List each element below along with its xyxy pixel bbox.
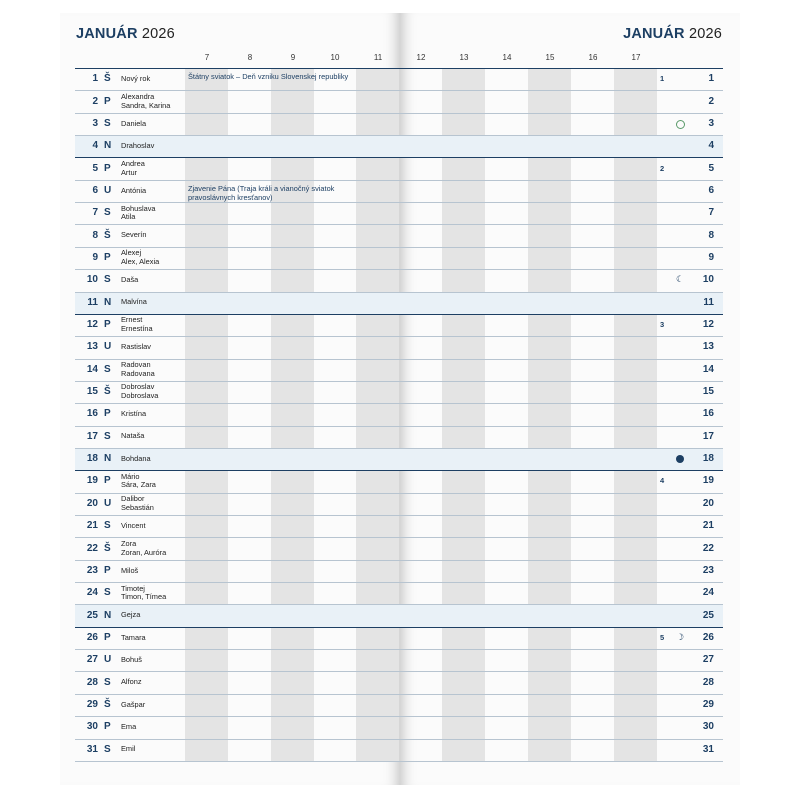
day-number: 20 bbox=[86, 497, 98, 509]
weekday-letter: Š bbox=[104, 73, 111, 85]
day-number: 25 bbox=[86, 609, 98, 621]
weekday-letter: U bbox=[104, 341, 112, 353]
day-number-right: 24 bbox=[702, 587, 714, 599]
day-number-right: 13 bbox=[702, 341, 714, 353]
day-number-right: 5 bbox=[708, 162, 714, 174]
nameday-label: Nataša bbox=[121, 431, 145, 441]
weekday-letter: S bbox=[104, 430, 111, 442]
nameday-label: Alexandra Sandra, Karina bbox=[121, 91, 171, 110]
day-number: 3 bbox=[92, 117, 98, 129]
weekday-letter: U bbox=[104, 654, 112, 666]
row-divider bbox=[75, 470, 723, 471]
weekday-letter: S bbox=[104, 117, 111, 129]
week-number: 4 bbox=[660, 476, 665, 486]
day-number: 22 bbox=[86, 542, 98, 554]
weekday-letter: P bbox=[104, 631, 111, 643]
day-number: 30 bbox=[86, 721, 98, 733]
day-number: 18 bbox=[86, 453, 98, 465]
day-number-right: 4 bbox=[708, 140, 714, 152]
day-number-right: 17 bbox=[702, 430, 714, 442]
day-number-right: 22 bbox=[702, 542, 714, 554]
nameday-label: Emil bbox=[121, 744, 136, 754]
sunday-row-band bbox=[75, 292, 723, 314]
row-divider bbox=[75, 739, 723, 740]
row-divider bbox=[75, 560, 723, 561]
row-divider bbox=[75, 604, 723, 605]
day-number-right: 27 bbox=[702, 654, 714, 666]
day-number: 6 bbox=[92, 184, 98, 196]
week-number: 5 bbox=[660, 632, 665, 642]
weekday-letter: P bbox=[104, 475, 111, 487]
day-number: 16 bbox=[86, 408, 98, 420]
day-number-right: 28 bbox=[702, 676, 714, 688]
weekday-letter: S bbox=[104, 207, 111, 219]
day-number: 21 bbox=[86, 520, 98, 532]
weekday-letter: Š bbox=[104, 542, 111, 554]
weekday-letter: P bbox=[104, 162, 111, 174]
weekday-letter: S bbox=[104, 676, 111, 688]
day-number-right: 29 bbox=[702, 698, 714, 710]
day-number-right: 15 bbox=[702, 386, 714, 398]
day-number-right: 1 bbox=[708, 73, 714, 85]
nameday-label: Dobroslav Dobroslava bbox=[121, 382, 159, 401]
nameday-label: Dalibor Sebastián bbox=[121, 494, 154, 512]
row-divider bbox=[75, 381, 723, 382]
hour-label: 11 bbox=[373, 53, 383, 62]
holiday-note: Štátny sviatok – Deň vzniku Slovenskej republiky bbox=[188, 72, 349, 81]
day-number-right: 19 bbox=[702, 475, 714, 487]
row-divider bbox=[75, 359, 723, 360]
hour-label: 13 bbox=[459, 53, 469, 62]
day-number: 10 bbox=[86, 274, 98, 286]
day-number: 31 bbox=[86, 743, 98, 755]
month-title-left bbox=[76, 26, 175, 42]
row-divider bbox=[75, 537, 723, 538]
hour-column-shade bbox=[356, 68, 399, 761]
nameday-label: Miloš bbox=[121, 565, 139, 575]
hour-column-shade bbox=[185, 68, 228, 761]
weekday-letter: Š bbox=[104, 229, 111, 241]
weekday-letter: P bbox=[104, 408, 111, 420]
row-divider bbox=[75, 426, 723, 427]
nameday-label: Malvína bbox=[121, 297, 147, 307]
day-number: 11 bbox=[87, 296, 98, 308]
weekday-letter: S bbox=[104, 587, 111, 599]
row-divider bbox=[75, 671, 723, 672]
day-number-right: 2 bbox=[708, 95, 714, 107]
row-divider bbox=[75, 627, 723, 628]
row-divider bbox=[75, 582, 723, 583]
nameday-label: Bohuš bbox=[121, 654, 142, 664]
weekday-letter: P bbox=[104, 95, 111, 107]
hour-label: 12 bbox=[416, 53, 426, 62]
month-year-right: 2026 bbox=[688, 26, 722, 42]
day-number-right: 16 bbox=[702, 408, 714, 420]
nameday-label: Radovan Radovana bbox=[121, 360, 155, 378]
day-number: 27 bbox=[86, 654, 98, 666]
weekday-letter: N bbox=[104, 609, 112, 621]
nameday-label: Daniela bbox=[121, 118, 147, 128]
weekday-letter: S bbox=[104, 743, 111, 755]
day-number-right: 9 bbox=[708, 251, 714, 263]
hour-label: 17 bbox=[631, 53, 641, 62]
day-number-right: 11 bbox=[703, 296, 714, 308]
weekday-letter: P bbox=[104, 721, 111, 733]
day-number-right: 3 bbox=[708, 117, 714, 129]
day-number: 12 bbox=[86, 319, 98, 331]
weekday-letter: N bbox=[104, 453, 112, 465]
day-number-right: 20 bbox=[702, 497, 714, 509]
nameday-label: Gašpar bbox=[121, 699, 146, 709]
day-number: 15 bbox=[86, 386, 98, 398]
row-divider bbox=[75, 135, 723, 136]
day-number-right: 18 bbox=[702, 453, 714, 465]
row-divider bbox=[75, 157, 723, 158]
nameday-label: Rastislav bbox=[121, 342, 151, 352]
row-divider bbox=[75, 716, 723, 717]
weekday-letter: S bbox=[104, 520, 111, 532]
row-divider bbox=[75, 68, 723, 69]
row-divider bbox=[75, 515, 723, 516]
hour-label: 9 bbox=[290, 53, 296, 62]
nameday-label: Mário Sára, Zara bbox=[121, 471, 156, 490]
row-divider bbox=[75, 292, 723, 293]
row-divider bbox=[75, 694, 723, 695]
week-number: 1 bbox=[660, 74, 665, 84]
row-divider bbox=[75, 180, 723, 181]
nameday-label: Nový rok bbox=[121, 73, 151, 83]
weekday-letter: U bbox=[104, 497, 112, 509]
day-number-right: 12 bbox=[702, 319, 714, 331]
nameday-label: Alexej Alex, Alexia bbox=[121, 248, 160, 266]
holiday-note: Zjavenie Pána (Traja králi a vianočný sviatok pravoslávnych kresťanov) bbox=[188, 183, 335, 202]
day-number: 9 bbox=[92, 251, 98, 263]
day-number: 2 bbox=[92, 95, 98, 107]
last-quarter-moon-icon: ☾ bbox=[676, 274, 685, 285]
nameday-label: Bohdana bbox=[121, 453, 151, 463]
day-number: 29 bbox=[86, 698, 98, 710]
sunday-row-band bbox=[75, 604, 723, 626]
row-divider bbox=[75, 448, 723, 449]
day-number: 23 bbox=[86, 564, 98, 576]
hour-label: 7 bbox=[204, 53, 210, 62]
day-number: 14 bbox=[86, 363, 98, 375]
weekday-letter: N bbox=[104, 140, 112, 152]
month-name-left: JANUÁR bbox=[76, 26, 138, 42]
nameday-label: Timotej Timon, Tímea bbox=[121, 583, 167, 602]
week-number: 2 bbox=[660, 163, 665, 173]
day-number: 1 bbox=[92, 73, 98, 85]
month-title-right bbox=[623, 26, 722, 42]
weekday-letter: Š bbox=[104, 698, 111, 710]
nameday-label: Andrea Artur bbox=[121, 158, 145, 177]
weekday-letter: P bbox=[104, 251, 111, 263]
day-number-right: 26 bbox=[702, 631, 714, 643]
day-number: 4 bbox=[92, 140, 98, 152]
row-divider bbox=[75, 493, 723, 494]
week-number: 3 bbox=[660, 320, 665, 330]
month-year-left: 2026 bbox=[141, 26, 175, 42]
day-number: 5 bbox=[92, 162, 98, 174]
day-number-right: 7 bbox=[708, 207, 714, 219]
day-number: 28 bbox=[86, 676, 98, 688]
weekday-letter: P bbox=[104, 564, 111, 576]
row-divider bbox=[75, 314, 723, 315]
hour-label: 10 bbox=[330, 53, 340, 62]
nameday-label: Bohuslava Atila bbox=[121, 203, 156, 222]
row-divider bbox=[75, 202, 723, 203]
hour-label: 8 bbox=[247, 53, 253, 62]
day-number-right: 6 bbox=[708, 184, 714, 196]
nameday-label: Gejza bbox=[121, 610, 141, 620]
weekday-letter: S bbox=[104, 274, 111, 286]
day-number: 8 bbox=[92, 229, 98, 241]
day-number: 13 bbox=[86, 341, 98, 353]
hour-label: 15 bbox=[545, 53, 555, 62]
weekday-letter: N bbox=[104, 296, 112, 308]
first-quarter-moon-icon: ☽ bbox=[676, 631, 685, 642]
day-number-right: 30 bbox=[702, 721, 714, 733]
left-page bbox=[60, 13, 400, 785]
nameday-label: Daša bbox=[121, 275, 139, 285]
day-number: 7 bbox=[92, 207, 98, 219]
nameday-label: Alfonz bbox=[121, 677, 142, 687]
weekday-letter: U bbox=[104, 184, 112, 196]
nameday-label: Ernest Ernestína bbox=[121, 315, 153, 334]
hour-column-shade bbox=[442, 68, 485, 761]
hour-column-shade bbox=[271, 68, 314, 761]
row-divider bbox=[75, 269, 723, 270]
sunday-row-band bbox=[75, 135, 723, 157]
day-number-right: 23 bbox=[702, 564, 714, 576]
hour-column-shade bbox=[614, 68, 657, 761]
row-divider bbox=[75, 224, 723, 225]
row-divider bbox=[75, 113, 723, 114]
row-divider bbox=[75, 649, 723, 650]
full-moon-icon bbox=[676, 120, 685, 129]
nameday-label: Vincent bbox=[121, 520, 146, 530]
day-number-right: 14 bbox=[702, 363, 714, 375]
nameday-label: Ema bbox=[121, 722, 137, 732]
hour-label: 16 bbox=[588, 53, 598, 62]
month-name-right: JANUÁR bbox=[623, 26, 685, 42]
row-divider-bottom bbox=[75, 761, 723, 762]
row-divider bbox=[75, 403, 723, 404]
day-number-right: 10 bbox=[702, 274, 714, 286]
day-number-right: 8 bbox=[708, 229, 714, 241]
hour-column-shade bbox=[528, 68, 571, 761]
day-number-right: 21 bbox=[702, 520, 714, 532]
row-divider bbox=[75, 90, 723, 91]
day-number-right: 31 bbox=[702, 743, 714, 755]
hour-label: 14 bbox=[502, 53, 512, 62]
row-divider bbox=[75, 247, 723, 248]
row-divider bbox=[75, 336, 723, 337]
day-number: 26 bbox=[86, 631, 98, 643]
day-number: 24 bbox=[86, 587, 98, 599]
weekday-letter: S bbox=[104, 363, 111, 375]
sunday-row-band bbox=[75, 448, 723, 470]
nameday-label: Kristína bbox=[121, 409, 147, 419]
weekday-letter: Š bbox=[104, 386, 111, 398]
nameday-label: Zora Zoran, Auróra bbox=[121, 538, 167, 557]
nameday-label: Drahoslav bbox=[121, 140, 155, 150]
nameday-label: Severín bbox=[121, 230, 147, 240]
day-number: 19 bbox=[86, 475, 98, 487]
weekday-letter: P bbox=[104, 319, 111, 331]
nameday-label: Tamara bbox=[121, 632, 146, 642]
day-number: 17 bbox=[86, 430, 98, 442]
nameday-label: Antónia bbox=[121, 185, 147, 195]
day-number-right: 25 bbox=[702, 609, 714, 621]
